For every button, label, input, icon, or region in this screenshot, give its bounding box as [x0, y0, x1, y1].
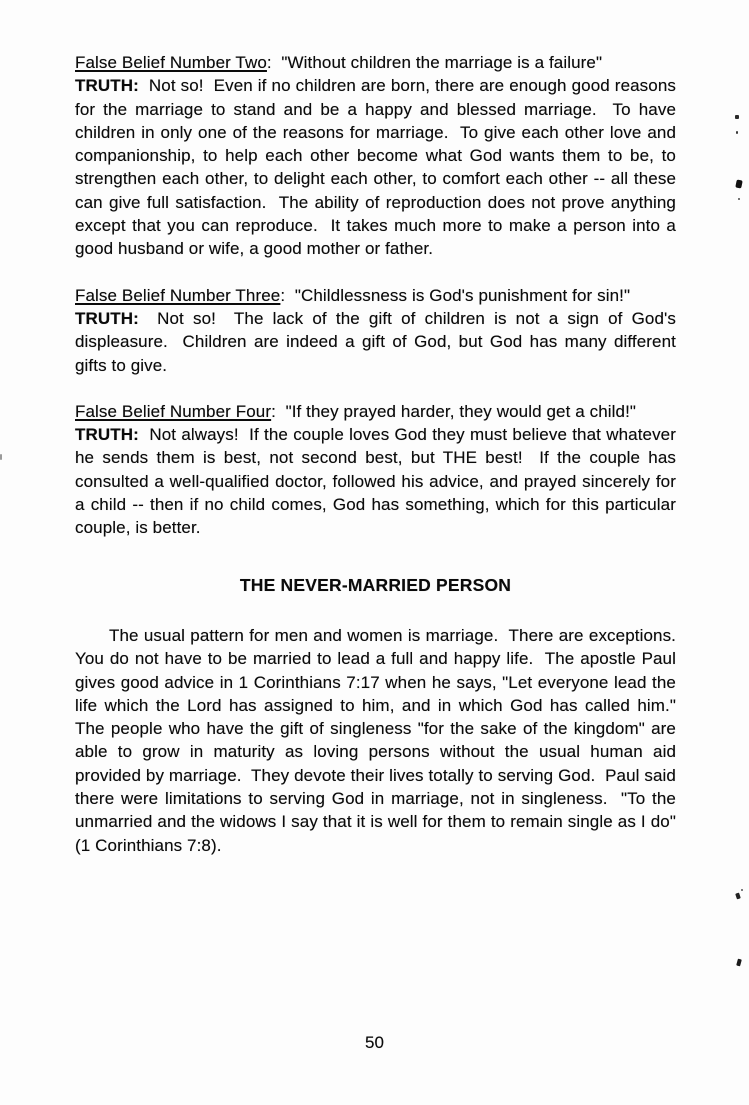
- belief-section-two: [75, 51, 681, 261]
- belief-quote: : "If they prayed harder, they would get a child!": [271, 401, 637, 421]
- belief-section-three: [75, 284, 681, 377]
- ink-speck: [736, 131, 738, 134]
- truth-paragraph: [75, 307, 681, 377]
- truth-label: TRUTH:: [75, 425, 139, 445]
- belief-quote: : "Childlessness is God's punishment for sin!": [280, 285, 631, 305]
- truth-label: TRUTH:: [75, 308, 139, 328]
- truth-text: Not so! The lack of the gift of children is not a sign of God's displeasure. Children are indeed a gift of God, but God has many different gifts to give.: [75, 308, 681, 375]
- ink-speck: [735, 115, 739, 119]
- ink-speck: [741, 889, 743, 891]
- truth-paragraph: [75, 423, 681, 539]
- ink-speck: [0, 454, 2, 460]
- section-heading: THE NEVER-MARRIED PERSON: [239, 574, 512, 595]
- ink-speck: [735, 893, 741, 900]
- text-column: [75, 51, 686, 857]
- ink-speck: [736, 959, 742, 967]
- page-number: 50: [365, 1033, 384, 1052]
- belief-statement: [75, 284, 676, 307]
- truth-text: Not always! If the couple loves God they must believe that whatever he sends them is best, not second best, but THE best! If the couple has consulted a well-qualified doctor, followed his advice, and prayed sincerely for a child -- then if no child comes, God has something, which for this particular couple, is better.: [75, 425, 681, 538]
- belief-statement: [75, 400, 676, 423]
- ink-speck: [738, 198, 740, 200]
- belief-statement: [75, 51, 676, 74]
- belief-quote: : "Without children the marriage is a failure": [266, 53, 603, 72]
- belief-label: False Belief Number Two: [75, 53, 267, 72]
- truth-label: TRUTH:: [75, 76, 139, 96]
- belief-label: False Belief Number Three: [75, 285, 281, 305]
- ink-speck: [735, 179, 743, 188]
- belief-label: False Belief Number Four: [75, 401, 272, 421]
- body-paragraph: The usual pattern for men and women is marriage. There are exceptions. You do not have to be married to lead a full and happy life. The apostle Paul gives good advice in 1 Corinthians 7:17 when he says, "Let everyone lead the life which the Lord has assigned to him, and in which God has called him." The people who have the gift of singleness "for the sake of the kingdom" are able to grow in maturity as loving persons without the usual human aid provided by marriage. They devote their lives totally to serving God. Paul said there were limitations to serving God in marriage, not in singleness. "To the unmarried and the widows I say that it is well for them to remain single as I do" (1 Corinthians 7:8).: [75, 625, 686, 855]
- truth-text: Not so! Even if no children are born, there are enough good reasons for the marriage to stand and be a happy and blessed marriage. To have children in only one of the reasons for marriage. To give each other love and companionship, to help each other become what God wants them to be, to strengthen each other, to delight each other, to comfort each other -- all these can give full satisfaction. The ability of reproduction does not prove anything except that you can reproduce. It takes much more to make a person into a good husband or wife, a good mother or father.: [75, 76, 681, 259]
- belief-section-four: [75, 400, 681, 540]
- truth-paragraph: [75, 74, 681, 260]
